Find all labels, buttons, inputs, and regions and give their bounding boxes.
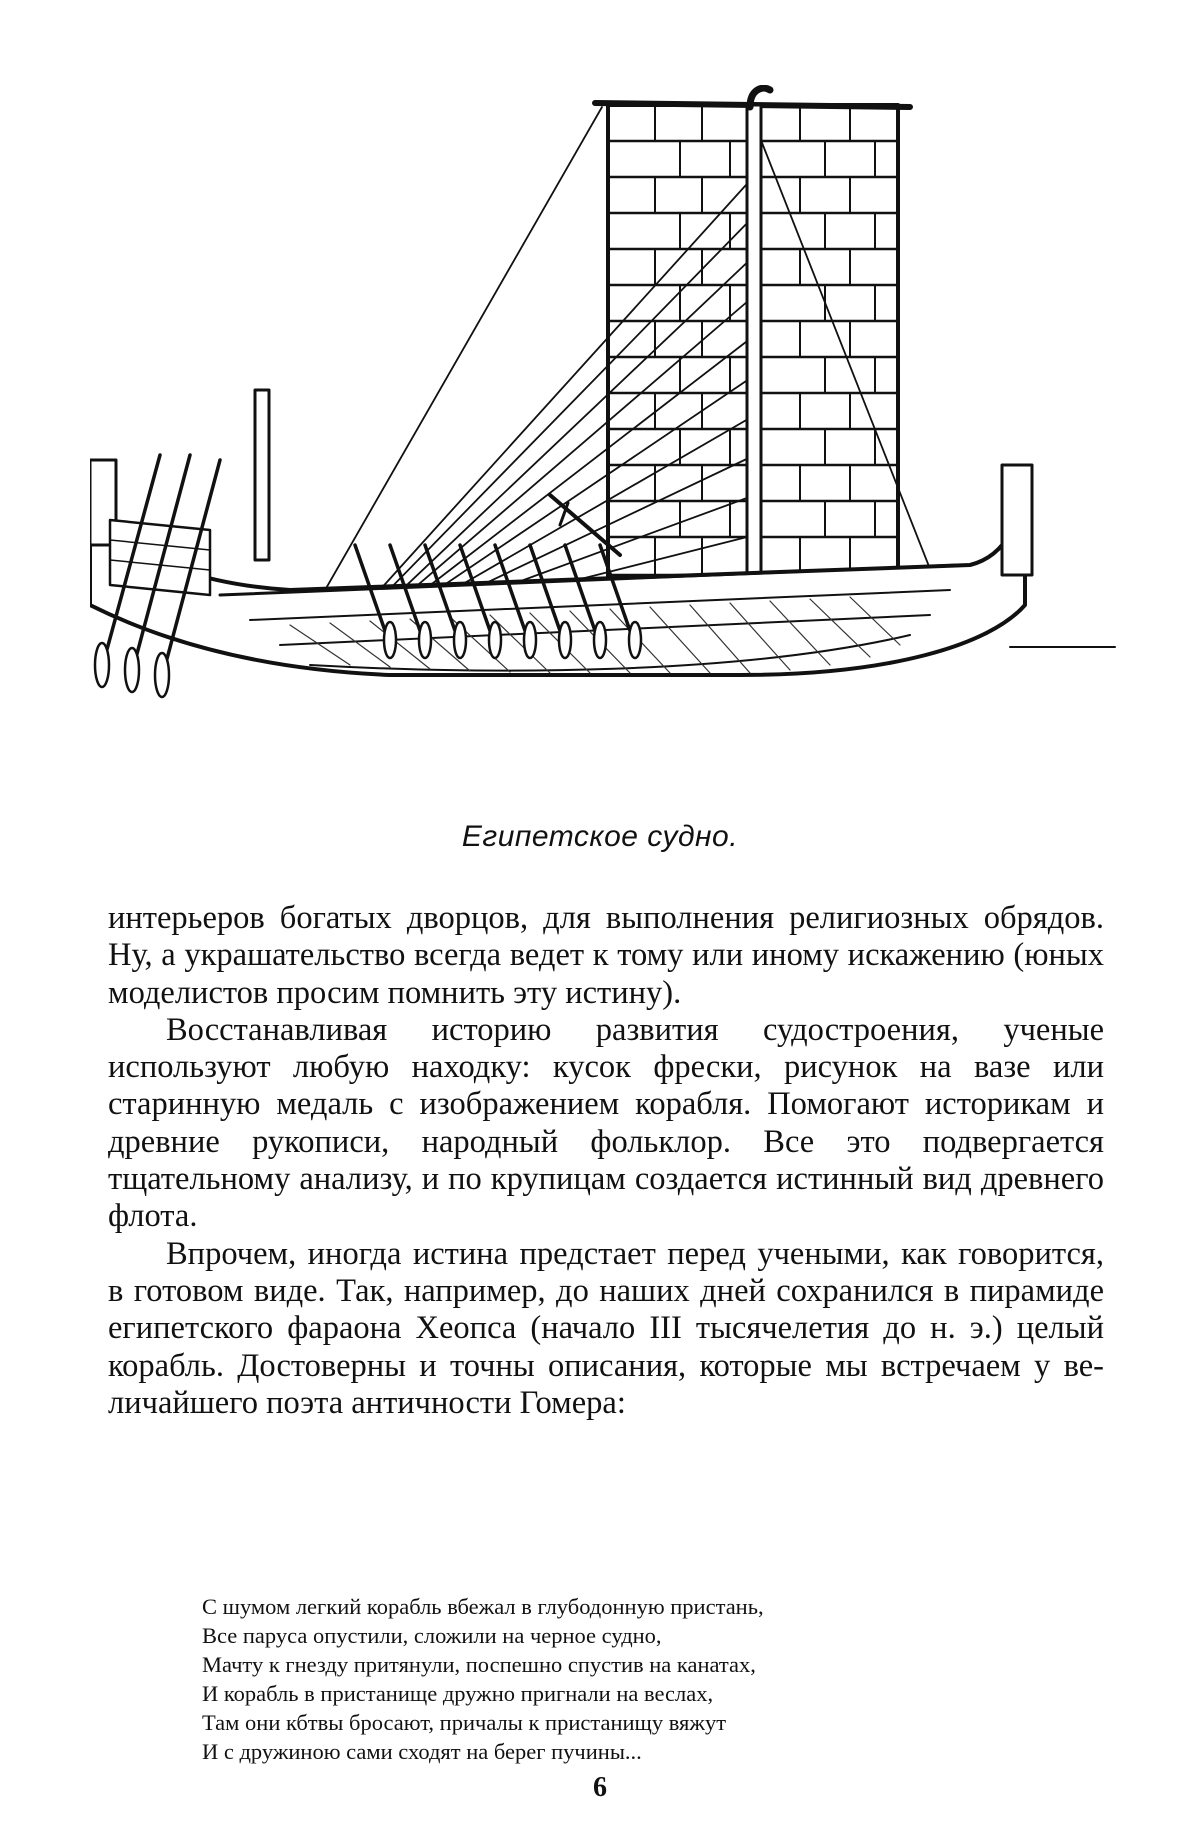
egyptian-ship-illustration [90, 85, 1120, 820]
poem-line: Там они кбтвы бросают, причалы к пристанищу вяжут [202, 1710, 727, 1735]
poem-quote [202, 1592, 1082, 1766]
paragraph: Восстанавливая историю развития судостроения, ученые используют любую находку: кусок фрески, рисунок на вазе или старинную медаль с изображением корабля. Помогают историкам и древние рукописи, народный фольклор. Все это подвергается тщательному анализу, и по крупицам создается истинный вид древнего флота. [108, 1011, 1104, 1235]
poem-line: С шумом легкий корабль вбежал в глубодонную пристань, [202, 1594, 764, 1619]
poem-line: И корабль в пристанище дружно пригнали на веслах, [202, 1681, 714, 1706]
page-number: 6 [593, 1772, 607, 1803]
paragraph: Впрочем, иногда истина предстает перед учеными, как говорится, в готовом виде. Так, например, до наших дней сохранился в пирамиде египетского фараона Хеопса (начало III тысячелетия до н. э.) целый корабль. Достоверны и точны описания, которые мы встречаем у величайшего поэта античности Гомера: [108, 1235, 1104, 1421]
paragraph: интерьеров богатых дворцов, для выполнения религиозных обрядов. Ну, а украшательство всегда ведет к тому или иному искажению (юных моделистов просим помнить эту истину). [108, 900, 1104, 1011]
figure-caption: Египетское судно. [461, 820, 739, 853]
poem-line: Мачту к гнезду притянули, поспешно спустив на канатах, [202, 1652, 756, 1677]
poem-line: Все паруса опустили, сложили на черное судно, [202, 1623, 662, 1648]
body-text [108, 900, 1104, 1422]
poem-line: И с дружиною сами сходят на берег пучины... [202, 1739, 642, 1764]
